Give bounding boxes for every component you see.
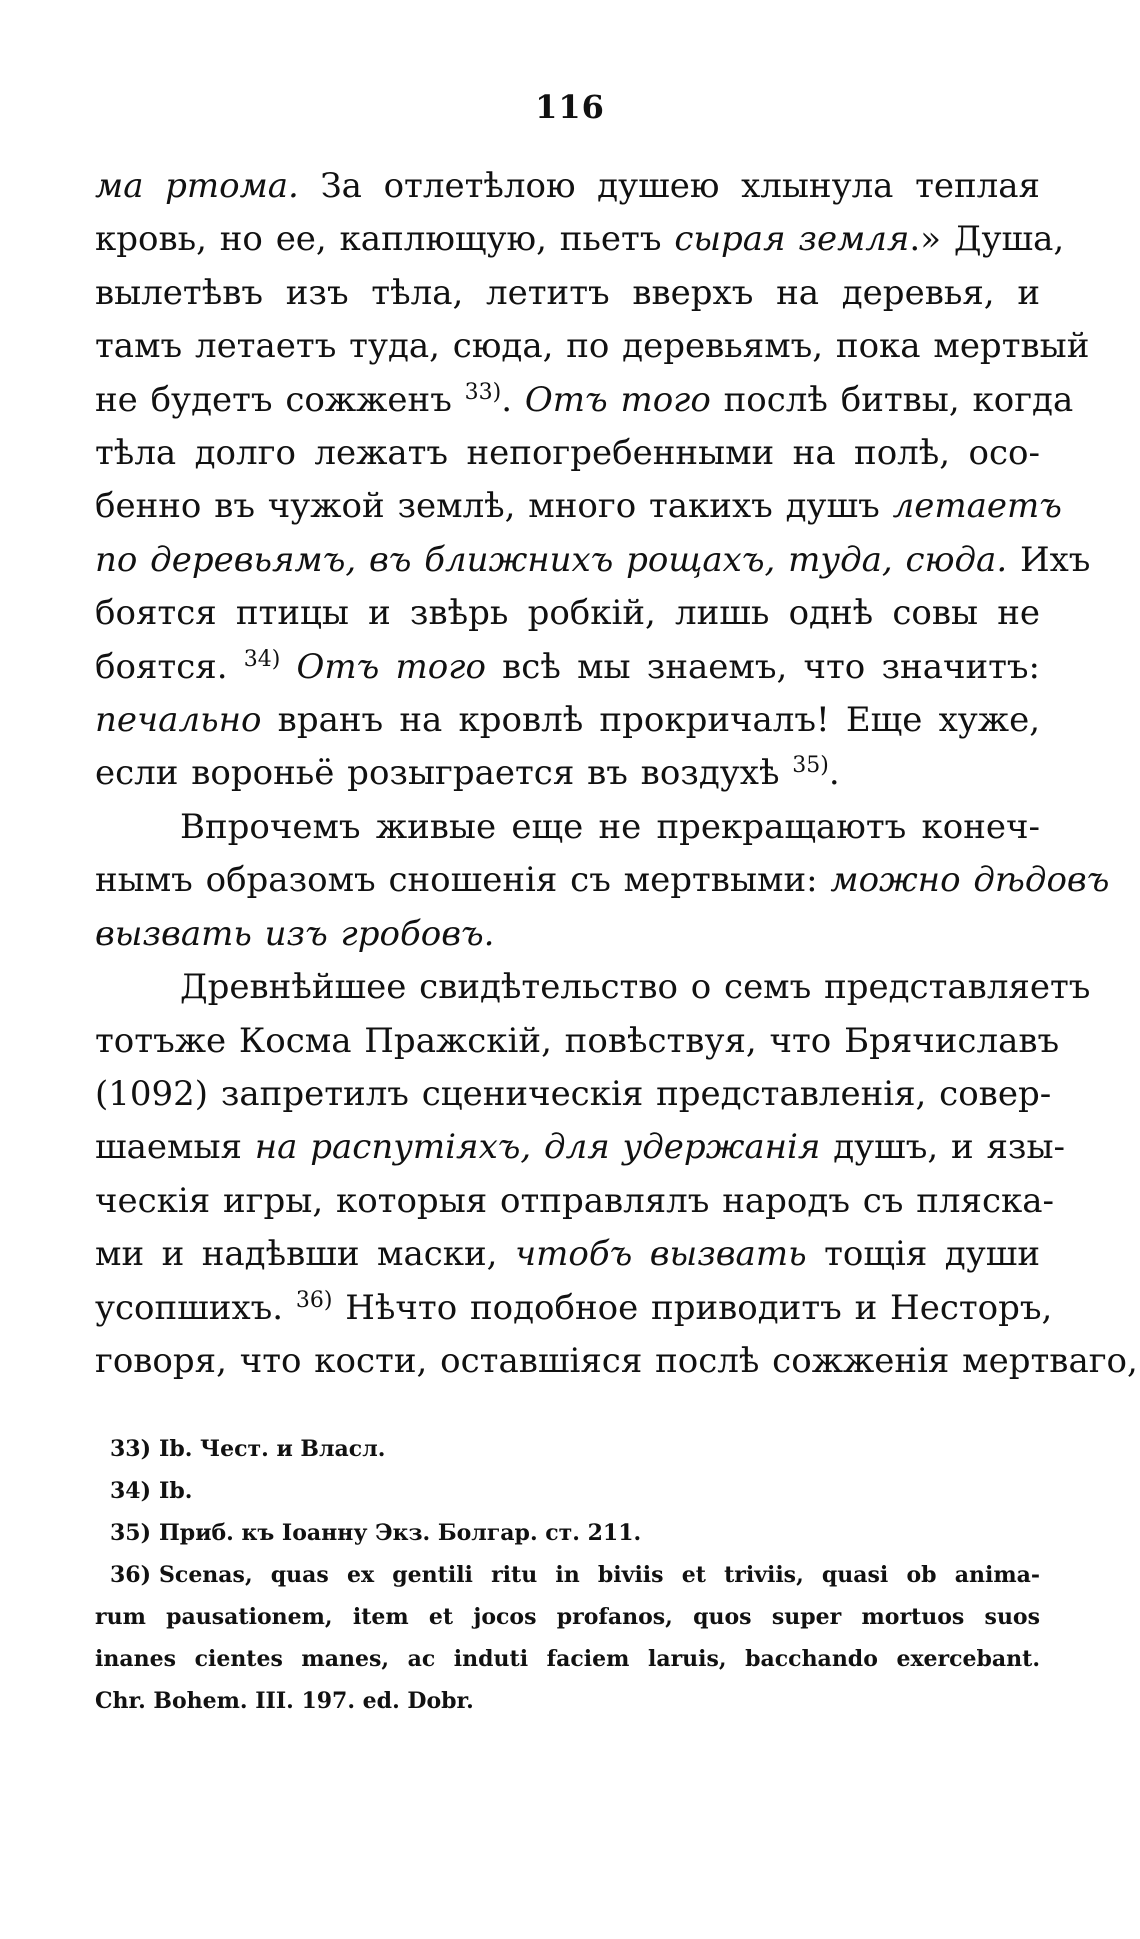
text-line: [95, 747, 1040, 800]
text-run: Ихъ: [1007, 539, 1091, 580]
page-number: 116: [535, 88, 605, 126]
text-line: [95, 1068, 1052, 1121]
text-run: тощія души: [806, 1234, 1040, 1275]
text-run: За отлетѣлою душею хлынула теплая: [298, 166, 1040, 206]
text-run: бенно въ чужой землѣ, много такихъ душъ: [95, 486, 893, 527]
text-line: [95, 908, 1040, 961]
footnote-ref: 36): [295, 1287, 333, 1313]
text-run: усопшихъ.: [95, 1287, 296, 1328]
footnote-line: [95, 1428, 1040, 1470]
footnote-line: inanes cientes manes, ac induti faciem laruis, bacchando exercebant.: [95, 1646, 1040, 1672]
text-run: всѣ мы знаемъ, что значитъ:: [485, 646, 1041, 687]
text-line: [95, 480, 1062, 533]
text-line: [95, 374, 1074, 427]
text-line: [95, 427, 1040, 480]
paragraph: [95, 961, 1138, 1388]
footnote-ref: 35): [792, 753, 829, 779]
italic-text: по деревьямъ, въ ближнихъ рощахъ, туда, сюда.: [95, 539, 1008, 580]
text-run: ческія игры, которыя отправлялъ народъ съ пляска-: [95, 1180, 1055, 1221]
italic-text: Отъ того: [296, 646, 486, 687]
footnote-line: Chr. Bohem. III. 197. ed. Dobr.: [95, 1688, 474, 1714]
footnote-number: 33): [110, 1436, 152, 1462]
italic-text: Отъ того: [524, 379, 711, 420]
text-run: Нѣчто подобное приводитъ и Несторъ,: [332, 1287, 1053, 1328]
text-line: [95, 1228, 1040, 1281]
text-line: [95, 1015, 1060, 1068]
text-line: [95, 854, 1110, 907]
text-run: нымъ образомъ сношенія съ мертвыми:: [95, 860, 831, 901]
text-run: [280, 647, 296, 687]
paragraph: [95, 801, 1110, 961]
footnote-text: Scenas, quas ex gentili ritu in biviis et triviis, quasi ob anima-: [159, 1562, 1040, 1588]
text-run: шаемыя: [95, 1127, 255, 1168]
text-run: говоря, что кости, оставшіяся послѣ сожженія мертваго,: [95, 1340, 1138, 1381]
text-run: не будетъ сожженъ: [95, 379, 465, 420]
text-line: [95, 1121, 1066, 1174]
italic-text: можно дѣдовъ: [830, 860, 1110, 901]
footnotes: [95, 1428, 1040, 1722]
text-run: послѣ битвы, когда: [710, 379, 1074, 420]
footnote-ref: 33): [464, 379, 502, 405]
text-run: боятся.: [95, 646, 244, 687]
text-line: [95, 160, 1040, 213]
text-line: [95, 534, 1091, 587]
text-run: вылетѣвъ изъ тѣла, летитъ вверхъ на деревья, и: [95, 272, 1040, 313]
text-line: [95, 1282, 1053, 1335]
text-run: тотъже Косма Пражскій, повѣствуя, что Брячиславъ: [95, 1020, 1060, 1061]
footnote-text: Приб. къ Іоанну Экз. Болгар. ст. 211.: [159, 1520, 642, 1546]
footnote-number: 34): [110, 1478, 152, 1504]
text-line: [95, 1175, 1055, 1228]
footnote-number: 36): [110, 1562, 152, 1588]
text-run: ми и надѣвши маски,: [95, 1234, 515, 1275]
footnote-line: [95, 1470, 1040, 1512]
text-run: боятся птицы и звѣрь робкій, лишь однѣ совы не: [95, 593, 1040, 634]
text-run: Впрочемъ живые еще не прекращаютъ конеч-: [180, 806, 1040, 847]
text-run: вранъ на кровлѣ прокричалъ! Еще хуже,: [261, 700, 1040, 741]
text-run: (1092) запретилъ сценическія представленія, совер-: [95, 1073, 1052, 1114]
footnote-line: [95, 1512, 1040, 1554]
text-line: [95, 1335, 1138, 1388]
text-run: тамъ летаетъ туда, сюда, по деревьямъ, пока мертвый: [95, 326, 1090, 367]
paragraph: [95, 160, 1091, 801]
text-run: если вороньё розыграется въ воздухѣ: [95, 753, 793, 794]
text-run: тѣла долго лежатъ непогребенными на полѣ, осо-: [95, 433, 1040, 474]
italic-text: чтобъ вызвать: [514, 1234, 807, 1275]
text-line: [95, 267, 1040, 320]
text-line: [95, 320, 1090, 373]
text-line: [95, 694, 1040, 747]
text-line: [95, 801, 1040, 854]
main-text: [95, 160, 1138, 1388]
footnote-line: [95, 1554, 1040, 1596]
text-line: [95, 213, 1065, 266]
text-run: .» Душа,: [909, 219, 1065, 260]
italic-text: ма ртома.: [95, 166, 299, 206]
footnote-line: rum pausationem, item et jocos profanos, quos super mortuos suos: [95, 1604, 1040, 1630]
text-run: Древнѣйшее свидѣтельство о семъ представляетъ: [180, 967, 1091, 1008]
footnote-text: Ib.: [159, 1478, 193, 1504]
text-run: душъ, и язы-: [820, 1127, 1066, 1168]
footnote-number: 35): [110, 1520, 152, 1546]
footnote-ref: 34): [243, 646, 281, 672]
italic-text: печально: [95, 700, 262, 741]
text-run: .: [501, 379, 525, 420]
text-line: [95, 641, 1040, 694]
text-run: .: [828, 753, 840, 794]
italic-text: сырая земля: [674, 219, 910, 260]
italic-text: вызвать изъ гробовъ.: [95, 913, 495, 954]
footnote-text: Ib. Чест. и Власл.: [159, 1436, 386, 1462]
text-line: [95, 587, 1040, 640]
text-run: кровь, но ее, каплющую, пьетъ: [95, 219, 675, 260]
text-line: [95, 961, 1091, 1014]
italic-text: летаетъ: [892, 486, 1062, 527]
italic-text: на распутіяхъ, для удержанія: [254, 1127, 821, 1168]
